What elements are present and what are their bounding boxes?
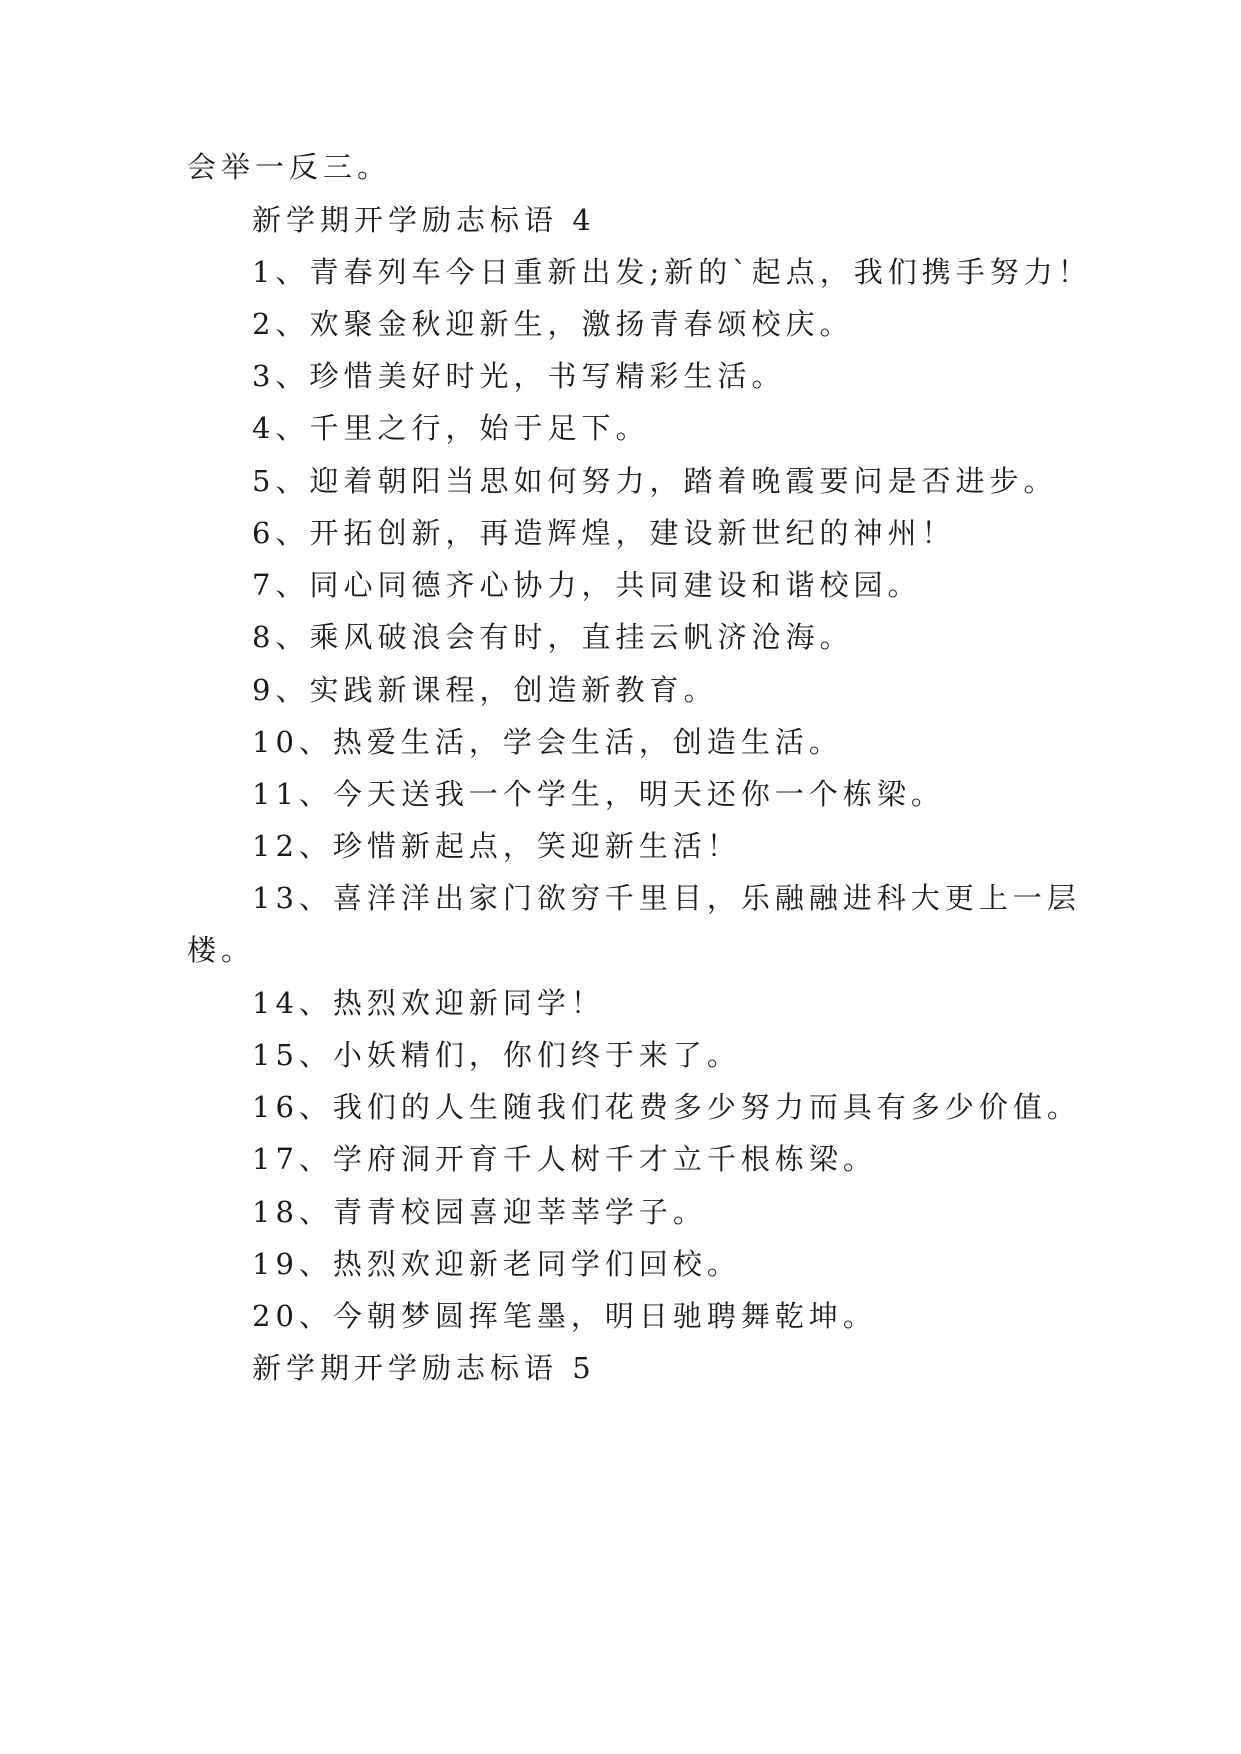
list-item: 13、喜洋洋出家门欲穷千里目，乐融融进科大更上一层 [252, 881, 1081, 915]
list-item: 9、实践新课程，创造新教育。 [252, 673, 718, 707]
section-heading: 新学期开学励志标语 4 [252, 203, 596, 237]
list-item: 5、迎着朝阳当思如何努力，踏着晚霞要问是否进步。 [252, 464, 1058, 498]
list-item: 3、珍惜美好时光，书写精彩生活。 [252, 359, 786, 393]
list-item: 12、珍惜新起点，笑迎新生活！ [252, 829, 741, 863]
list-item: 8、乘风破浪会有时，直挂云帆济沧海。 [252, 620, 854, 654]
list-item: 16、我们的人生随我们花费多少努力而具有多少价值。 [252, 1090, 1081, 1124]
list-item-continuation: 楼。 [187, 933, 256, 967]
list-item: 4、千里之行，始于足下。 [252, 411, 650, 445]
list-item: 17、学府洞开育千人树千才立千根栋梁。 [252, 1142, 877, 1176]
list-item: 18、青青校园喜迎莘莘学子。 [252, 1195, 707, 1229]
section-heading: 新学期开学励志标语 5 [252, 1351, 596, 1385]
list-item: 10、热爱生活，学会生活，创造生活。 [252, 725, 843, 759]
list-item: 19、热烈欢迎新老同学们回校。 [252, 1247, 741, 1281]
list-item: 7、同心同德齐心协力，共同建设和谐校园。 [252, 568, 922, 602]
list-item: 20、今朝梦圆挥笔墨，明日驰聘舞乾坤。 [252, 1299, 877, 1333]
list-item: 11、今天送我一个学生，明天还你一个栋梁。 [252, 777, 945, 811]
list-item: 2、欢聚金秋迎新生，激扬青春颂校庆。 [252, 307, 854, 341]
paragraph-continuation: 会举一反三。 [187, 150, 392, 184]
list-item: 14、热烈欢迎新同学！ [252, 986, 605, 1020]
list-item: 15、小妖精们，你们终于来了。 [252, 1038, 741, 1072]
list-item: 1、青春列车今日重新出发;新的`起点，我们携手努力！ [252, 255, 1092, 289]
list-item: 6、开拓创新，再造辉煌，建设新世纪的神州！ [252, 516, 956, 550]
